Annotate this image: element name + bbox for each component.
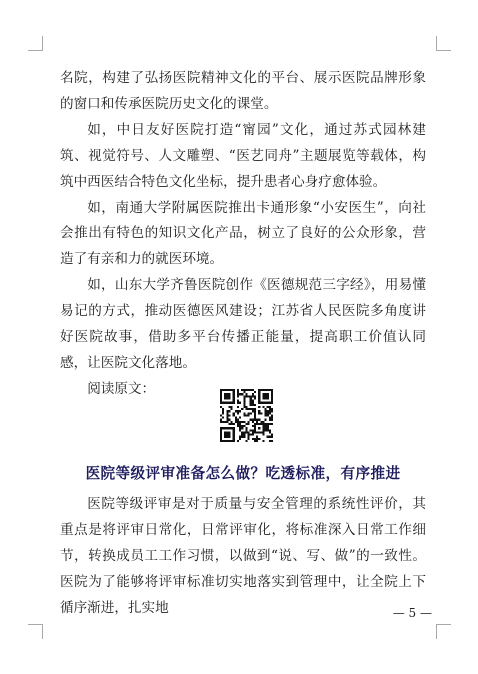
crop-mark-top-right	[436, 36, 451, 51]
paragraph-hospital-grading: 医院等级评审是对于质量与安全管理的系统性评价，其重点是将评审日常化，日常评审化，将标准深入日常工作细节，转换成员工工作习惯，以做到“说、写、做”的一致性。医院为了能够将评审标准切实地落实到管理中，让全院上下循序渐进，扎实地	[60, 496, 426, 616]
crop-mark-top-left	[28, 36, 43, 51]
read-original-label: 阅读原文：	[87, 380, 156, 397]
crop-mark-bottom-right	[436, 624, 451, 639]
qr-code-graphic	[220, 389, 273, 442]
paragraph-china-japan-friendship: 如，中日友好医院打造“甯园”文化，通过苏式园林建筑、视觉符号、人文雕塑、“医艺同舟”主题展览等载体，构筑中西医结合特色文化坐标，提升患者心身疗愈体验。	[60, 121, 426, 190]
paragraph-continuation: 名院，构建了弘扬医院精神文化的平台、展示医院品牌形象的窗口和传承医院历史文化的课堂。	[60, 70, 426, 112]
page-number: — 5 —	[392, 606, 432, 620]
paragraph-nantong-hospital: 如，南通大学附属医院推出卡通形象“小安医生”，向社会推出有特色的知识文化产品，树立了良好的公众形象，营造了有亲和力的就医环境。	[60, 199, 426, 268]
section-title: 医院等级评审准备怎么做？吃透标准，有序推进	[85, 465, 401, 482]
body-text-bottom	[60, 492, 426, 622]
qr-code-icon[interactable]	[220, 389, 273, 442]
crop-mark-bottom-left	[28, 624, 43, 639]
paragraph-qilu-hospital: 如，山东大学齐鲁医院创作《医德规范三字经》，用易懂易记的方式，推动医德医风建设；江苏省人民医院多角度讲好医院故事，借助多平台传播正能量，提高职工价值认同感，让医院文化落地。	[60, 277, 426, 371]
body-text-top	[60, 66, 426, 403]
